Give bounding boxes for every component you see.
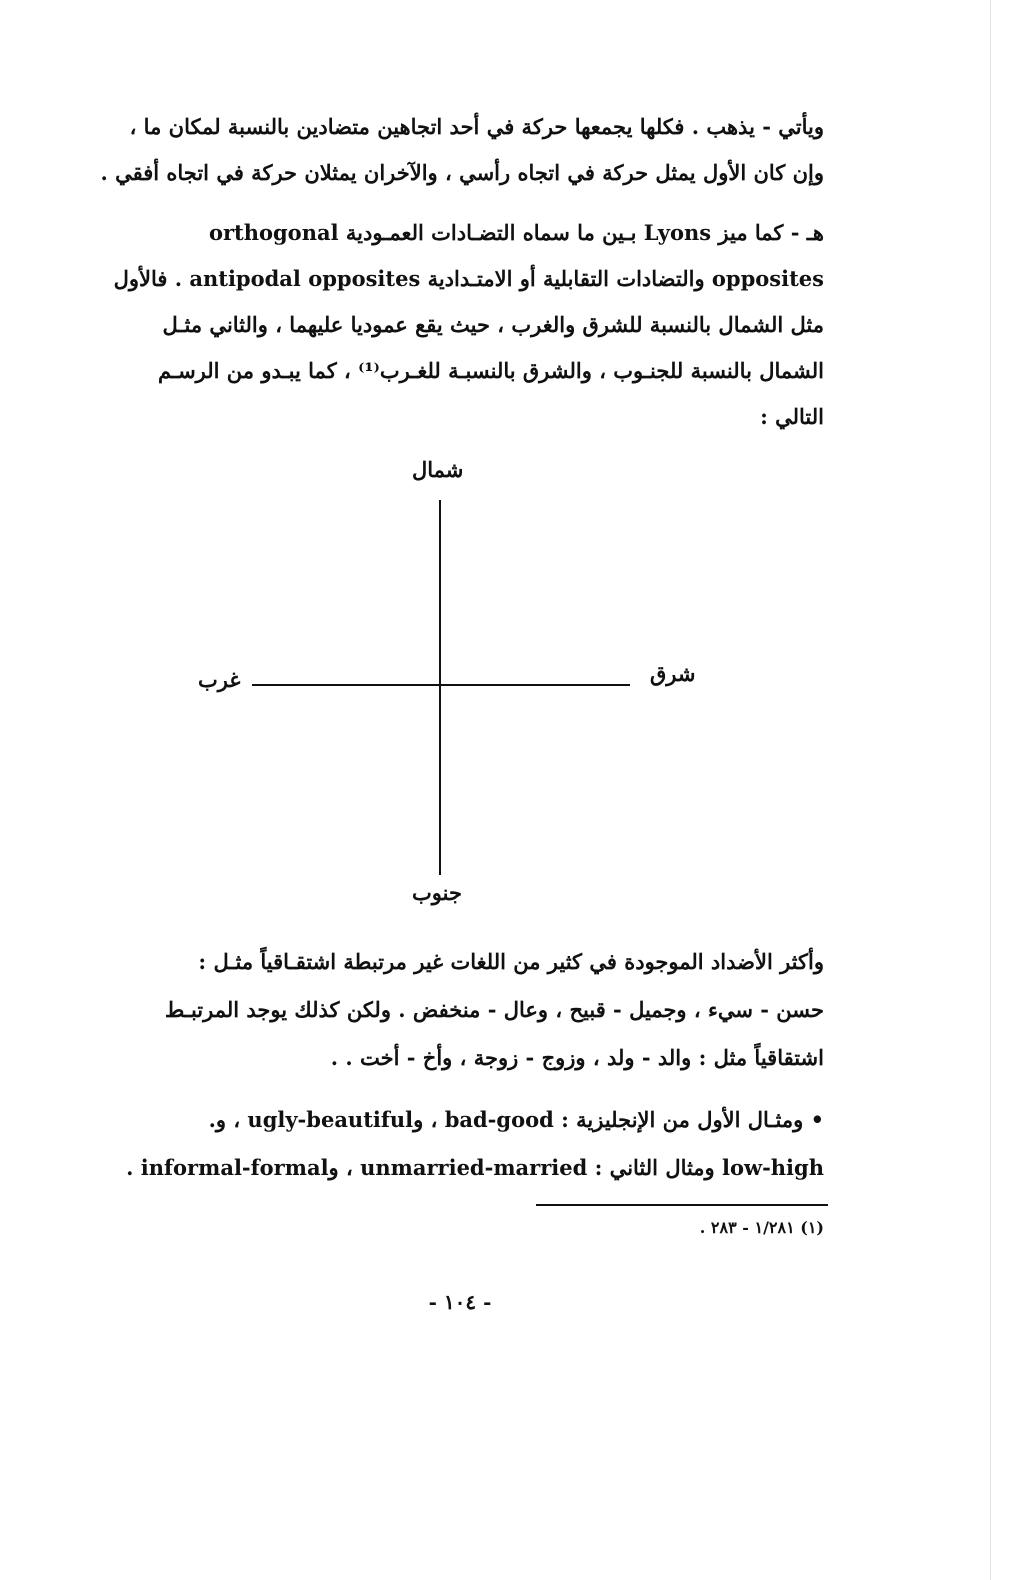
south-label: جنوب (412, 880, 462, 905)
east-west-axis (252, 684, 630, 686)
footnote-separator (536, 1204, 828, 1206)
paragraph-antonym-examples (96, 938, 824, 1082)
north-south-axis (439, 500, 441, 875)
text-line: ويأتي - يذهب . فكلها يجمعها حركة في أحد اتجاهين متضادين بالنسبة لمكان ما ، (129, 114, 824, 139)
text-line: • ومثـال الأول من الإنجليزية : bad-good ، وugly-beautiful ، و. (208, 1107, 824, 1132)
paragraph-lyons-opposites (96, 210, 824, 440)
text-line: الشمال بالنسبة للجنـوب ، والشرق بالنسبـة للغـرب⁽¹⁾ ، كما يبـدو من الرسـم (157, 358, 824, 383)
text-line: low-high ومثال الثاني : unmarried-married ، وinformal-formal . (126, 1155, 824, 1180)
paragraph-english-examples (96, 1096, 824, 1192)
text-line: حسن - سيء ، وجميل - قبيح ، وعال - منخفض . ولكن كذلك يوجد المرتبـط (164, 997, 824, 1022)
page-edge-line (990, 0, 991, 1580)
text-line: وإن كان الأول يمثل حركة في اتجاه رأسي ، والآخران يمثلان حركة في اتجاه أفقي . (100, 160, 824, 185)
west-label: غرب (198, 667, 241, 692)
text-line: اشتقاقياً مثل : والد - ولد ، وزوج - زوجة ، وأخ - أخت . . (330, 1045, 824, 1070)
paragraph-motion-directions (96, 104, 824, 196)
text-line: التالي : (760, 404, 824, 429)
text-line: وأكثر الأضداد الموجودة في كثير من اللغات غير مرتبطة اشتقـاقياً مثـل : (198, 949, 824, 974)
text-line: opposites والتضادات التقابلية أو الامتـدادية antipodal opposites . فالأول (113, 266, 824, 291)
east-label: شرق (650, 661, 696, 686)
north-label: شمال (412, 457, 464, 482)
compass-diagram (180, 455, 710, 915)
text-line: مثل الشمال بالنسبة للشرق والغرب ، حيث يقع عموديا عليهما ، والثاني مثـل (162, 312, 824, 337)
page-number: - ١٠٤ - (428, 1290, 492, 1314)
text-line: هـ - كما ميز Lyons بـين ما سماه التضـادات العمـودية orthogonal (208, 220, 824, 245)
footnote: (١) ١/٢٨١ - ٢٨٣ . (699, 1218, 824, 1237)
